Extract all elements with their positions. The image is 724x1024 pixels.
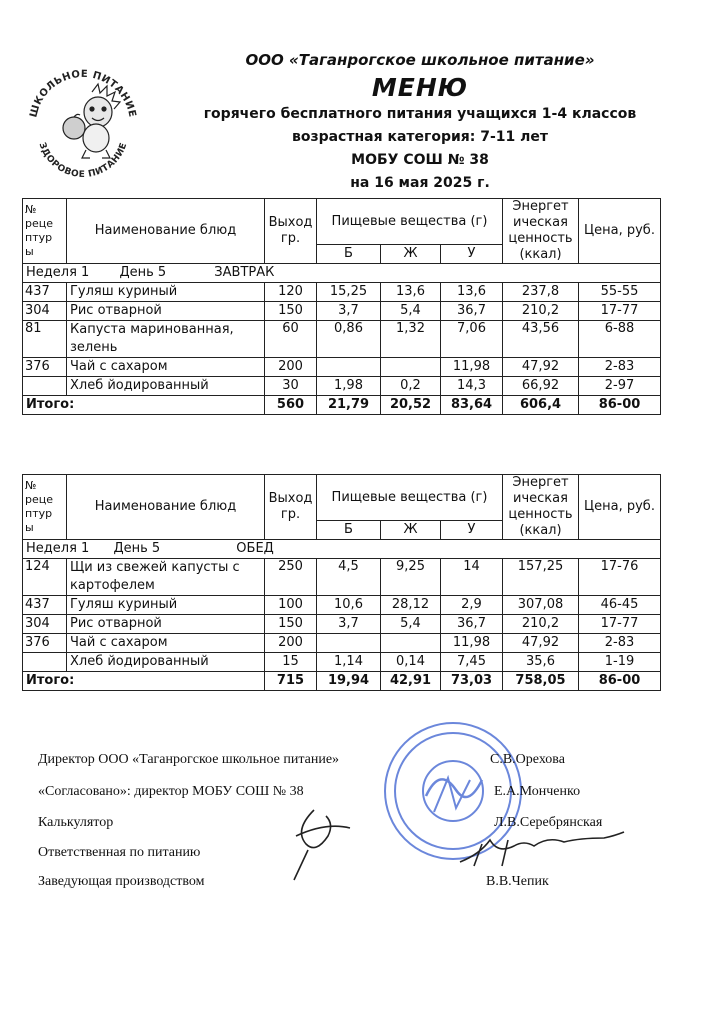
energy-value: 210,2 (503, 302, 579, 321)
energy-value: 47,92 (503, 634, 579, 653)
signature-role: Заведующая производством (38, 874, 205, 889)
col-name-header: Наименование блюд (67, 199, 265, 264)
price-value: 17-77 (579, 615, 661, 634)
recipe-code: 437 (23, 283, 67, 302)
protein-value (317, 634, 381, 653)
energy-value: 157,25 (503, 559, 579, 596)
col-recipe-header: № реце птур ы (23, 199, 67, 264)
recipe-code: 124 (23, 559, 67, 596)
fat-value: 1,32 (381, 321, 441, 358)
total-output: 715 (265, 672, 317, 691)
energy-value: 35,6 (503, 653, 579, 672)
total-carb: 73,03 (441, 672, 503, 691)
col-recipe-header: № реце птур ы (23, 475, 67, 540)
dish-name: Чай с сахаром (67, 634, 265, 653)
fat-value: 5,4 (381, 615, 441, 634)
signature-row (38, 752, 658, 772)
table-row (23, 321, 661, 358)
protein-value: 10,6 (317, 596, 381, 615)
price-value: 6-88 (579, 321, 661, 358)
protein-value: 15,25 (317, 283, 381, 302)
col-carb-header: У (441, 521, 503, 540)
carb-value: 11,98 (441, 358, 503, 377)
carb-value: 36,7 (441, 615, 503, 634)
fat-value: 0,14 (381, 653, 441, 672)
signature-role: Директор ООО «Таганрогское школьное питание» (38, 752, 340, 767)
dish-name: Рис отварной (67, 302, 265, 321)
dish-name: Гуляш куриный (67, 596, 265, 615)
col-energy-header: Энергет ическая ценность (ккал) (503, 475, 579, 540)
price-value: 17-76 (579, 559, 661, 596)
week-label: Неделя 1 (26, 265, 90, 280)
price-value: 2-97 (579, 377, 661, 396)
header-subtitle: горячего бесплатного питания учащихся 1-4 классов (203, 106, 637, 122)
logo-top-text: ШКОЛЬНОЕ ПИТАНИЕ (28, 68, 138, 119)
table-row (23, 283, 661, 302)
col-protein-header: Б (317, 521, 381, 540)
signature-row (38, 845, 658, 865)
signature-row (38, 784, 658, 804)
recipe-code: 304 (23, 615, 67, 634)
output-value: 100 (265, 596, 317, 615)
meal-label: ЗАВТРАК (214, 265, 275, 280)
table-header-row (23, 475, 661, 521)
protein-value: 1,98 (317, 377, 381, 396)
carb-value: 36,7 (441, 302, 503, 321)
protein-value: 1,14 (317, 653, 381, 672)
signature-name: Л.В.Серебрянская (494, 815, 603, 830)
signature-row (38, 874, 658, 894)
carb-value: 14,3 (441, 377, 503, 396)
total-row (23, 396, 661, 415)
day-label: День 5 (113, 541, 161, 556)
section-row (23, 264, 661, 283)
col-energy-header: Энергет ическая ценность (ккал) (503, 199, 579, 264)
total-output: 560 (265, 396, 317, 415)
dish-name: Рис отварной (67, 615, 265, 634)
total-energy: 758,05 (503, 672, 579, 691)
energy-value: 66,92 (503, 377, 579, 396)
total-row (23, 672, 661, 691)
output-value: 120 (265, 283, 317, 302)
col-protein-header: Б (317, 245, 381, 264)
total-fat: 20,52 (381, 396, 441, 415)
col-price-header: Цена, руб. (579, 475, 661, 540)
fat-value: 9,25 (381, 559, 441, 596)
col-fat-header: Ж (381, 245, 441, 264)
output-value: 15 (265, 653, 317, 672)
carb-value: 7,45 (441, 653, 503, 672)
recipe-code: 376 (23, 634, 67, 653)
fat-value (381, 358, 441, 377)
dish-name: Гуляш куриный (67, 283, 265, 302)
total-protein: 19,94 (317, 672, 381, 691)
meal-label: ОБЕД (236, 541, 274, 556)
dish-name: Щи из свежей капусты с картофелем (67, 559, 265, 596)
signature-name: Е.А.Монченко (494, 784, 581, 799)
table-row (23, 559, 661, 596)
protein-value: 3,7 (317, 302, 381, 321)
total-energy: 606,4 (503, 396, 579, 415)
energy-value: 237,8 (503, 283, 579, 302)
lunch-table (22, 474, 661, 691)
output-value: 200 (265, 634, 317, 653)
signature-name: В.В.Чепик (486, 874, 549, 889)
dish-name: Чай с сахаром (67, 358, 265, 377)
fat-value: 0,2 (381, 377, 441, 396)
recipe-code (23, 653, 67, 672)
week-label: Неделя 1 (26, 541, 90, 556)
total-price: 86-00 (579, 672, 661, 691)
table-row (23, 358, 661, 377)
output-value: 60 (265, 321, 317, 358)
col-fat-header: Ж (381, 521, 441, 540)
carb-value: 7,06 (441, 321, 503, 358)
output-value: 250 (265, 559, 317, 596)
energy-value: 43,56 (503, 321, 579, 358)
price-value: 55-55 (579, 283, 661, 302)
output-value: 150 (265, 615, 317, 634)
svg-text:ШКОЛЬНОЕ ПИТАНИЕ (28, 69, 137, 119)
fat-value (381, 634, 441, 653)
output-value: 200 (265, 358, 317, 377)
table-row (23, 377, 661, 396)
table-row (23, 634, 661, 653)
total-fat: 42,91 (381, 672, 441, 691)
protein-value (317, 358, 381, 377)
fat-value: 5,4 (381, 302, 441, 321)
signature-role: Калькулятор (38, 815, 114, 830)
recipe-code: 81 (23, 321, 67, 358)
school-name: МОБУ СОШ № 38 (351, 152, 489, 168)
table-row (23, 596, 661, 615)
protein-value: 3,7 (317, 615, 381, 634)
total-price: 86-00 (579, 396, 661, 415)
col-carb-header: У (441, 245, 503, 264)
document-header (160, 50, 680, 195)
recipe-code: 304 (23, 302, 67, 321)
price-value: 1-19 (579, 653, 661, 672)
carb-value: 11,98 (441, 634, 503, 653)
table-header-row (23, 199, 661, 245)
col-nutrients-header: Пищевые вещества (г) (317, 199, 503, 245)
day-label: День 5 (119, 265, 167, 280)
fat-value: 28,12 (381, 596, 441, 615)
total-carb: 83,64 (441, 396, 503, 415)
total-protein: 21,79 (317, 396, 381, 415)
price-value: 17-77 (579, 302, 661, 321)
col-price-header: Цена, руб. (579, 199, 661, 264)
output-value: 30 (265, 377, 317, 396)
section-row (23, 540, 661, 559)
energy-value: 210,2 (503, 615, 579, 634)
recipe-code (23, 377, 67, 396)
price-value: 2-83 (579, 634, 661, 653)
breakfast-table (22, 198, 661, 415)
carb-value: 2,9 (441, 596, 503, 615)
school-nutrition-logo (22, 62, 144, 184)
recipe-code: 376 (23, 358, 67, 377)
col-output-header: Выход гр. (265, 199, 317, 264)
table-row (23, 615, 661, 634)
energy-value: 47,92 (503, 358, 579, 377)
dish-name: Хлеб йодированный (67, 377, 265, 396)
fat-value: 13,6 (381, 283, 441, 302)
table-row (23, 302, 661, 321)
col-nutrients-header: Пищевые вещества (г) (317, 475, 503, 521)
carb-value: 13,6 (441, 283, 503, 302)
signature-role: Ответственная по питанию (38, 845, 201, 860)
output-value: 150 (265, 302, 317, 321)
price-value: 2-83 (579, 358, 661, 377)
price-value: 46-45 (579, 596, 661, 615)
menu-date: на 16 мая 2025 г. (350, 175, 490, 191)
svg-text:ЗДОРОВОЕ ПИТАНИЕ (37, 141, 130, 180)
organization-name: ООО «Таганрогское школьное питание» (245, 51, 595, 69)
recipe-code: 437 (23, 596, 67, 615)
age-category: возрастная категория: 7-11 лет (291, 129, 549, 145)
dish-name: Хлеб йодированный (67, 653, 265, 672)
dish-name: Капуста маринованная, зелень (67, 321, 265, 358)
signature-name: С.В.Орехова (490, 752, 565, 767)
energy-value: 307,08 (503, 596, 579, 615)
menu-title: МЕНЮ (371, 73, 469, 102)
protein-value: 4,5 (317, 559, 381, 596)
signature-role: «Согласовано»: директор МОБУ СОШ № 38 (38, 784, 304, 799)
table-row (23, 653, 661, 672)
carb-value: 14 (441, 559, 503, 596)
col-name-header: Наименование блюд (67, 475, 265, 540)
logo-bottom-text: ЗДОРОВОЕ ПИТАНИЕ (36, 141, 130, 181)
col-output-header: Выход гр. (265, 475, 317, 540)
signature-row (38, 815, 658, 835)
total-label: Итого: (23, 672, 265, 691)
total-label: Итого: (23, 396, 265, 415)
protein-value: 0,86 (317, 321, 381, 358)
